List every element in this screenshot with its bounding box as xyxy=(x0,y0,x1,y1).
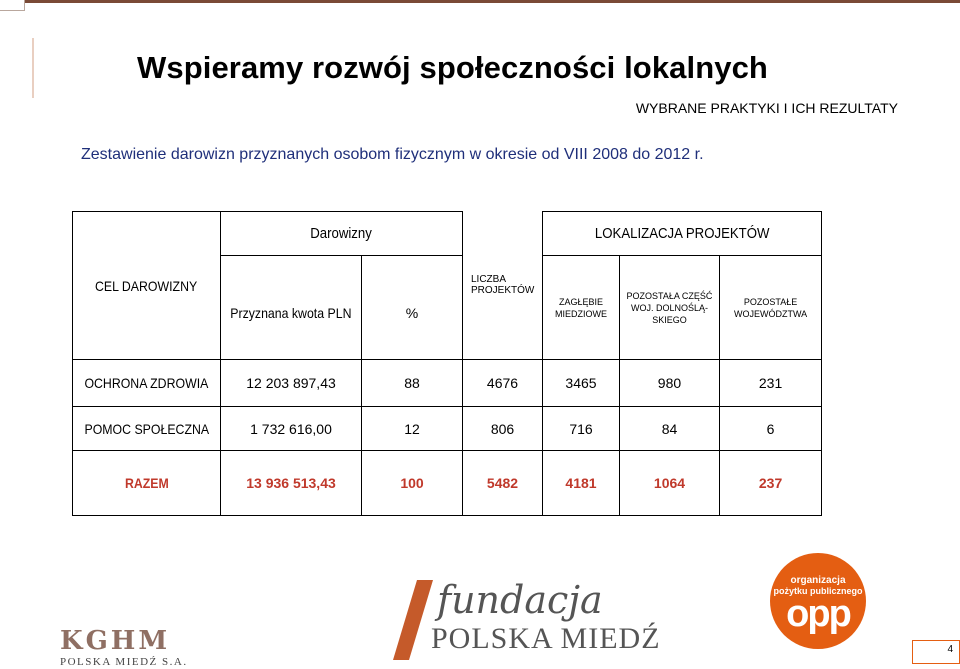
header-pct: % xyxy=(362,256,463,360)
corner-decoration xyxy=(0,0,25,11)
left-accent-line xyxy=(32,38,34,98)
header-group-darowizny: Darowizny xyxy=(221,212,463,256)
total-pozostale: 237 xyxy=(719,451,821,516)
row-pozostale: 6 xyxy=(719,407,821,451)
fundacja-logo: fundacja POLSKA MIEDŹ xyxy=(393,578,723,658)
row-pct: 12 xyxy=(362,407,463,451)
donations-table xyxy=(72,211,822,516)
row-dolnoslaskie: 980 xyxy=(619,360,719,407)
header-group-lokalizacja: LOKALIZACJA PROJEKTÓW xyxy=(543,212,822,256)
row-zaglebie: 3465 xyxy=(543,360,620,407)
table-row xyxy=(73,407,822,451)
kghm-logo: KGHM POLSKA MIEDŹ S.A. xyxy=(60,626,188,668)
row-dolnoslaskie: 84 xyxy=(619,407,719,451)
header-cel: CEL DAROWIZNY xyxy=(73,212,221,360)
row-kwota: 12 203 897,43 xyxy=(221,360,362,407)
row-liczba: 806 xyxy=(463,407,543,451)
row-liczba: 4676 xyxy=(463,360,543,407)
total-liczba: 5482 xyxy=(463,451,543,516)
row-zaglebie: 716 xyxy=(543,407,620,451)
total-pct: 100 xyxy=(362,451,463,516)
row-pct: 88 xyxy=(362,360,463,407)
total-row xyxy=(73,451,822,516)
row-pozostale: 231 xyxy=(719,360,821,407)
table-row xyxy=(73,360,822,407)
total-kwota: 13 936 513,43 xyxy=(221,451,362,516)
page-number: 4 xyxy=(947,644,953,655)
header-zaglebie: ZAGŁĘBIE MIEDZIOWE xyxy=(543,256,620,360)
row-label: OCHRONA ZDROWIA xyxy=(73,360,221,407)
top-border xyxy=(0,0,960,3)
header-dolnoslaskie: POZOSTAŁA CZĘŚĆ WOJ. DOLNOŚLĄ- SKIEGO xyxy=(619,256,719,360)
header-kwota: Przyznana kwota PLN xyxy=(221,256,362,360)
section-subtitle: WYBRANE PRAKTYKI I ICH REZULTATY xyxy=(635,100,898,116)
total-zaglebie: 4181 xyxy=(543,451,620,516)
page-title: Wspieramy rozwój społeczności lokalnych xyxy=(137,50,768,85)
fundacja-mark-icon xyxy=(393,580,433,660)
opp-logo: organizacja pożytku publicznego opp xyxy=(770,553,866,649)
header-pozostale: POZOSTAŁE WOJEWÓDZTWA xyxy=(719,256,821,360)
header-liczba: LICZBA PROJEKTÓW xyxy=(463,212,543,360)
table-caption: Zestawienie darowizn przyznanych osobom fizycznym w okresie od VIII 2008 do 2012 r. xyxy=(81,146,704,163)
total-dolnoslaskie: 1064 xyxy=(619,451,719,516)
total-label: RAZEM xyxy=(73,451,221,516)
page-number-box xyxy=(912,640,960,664)
row-kwota: 1 732 616,00 xyxy=(221,407,362,451)
row-label: POMOC SPOŁECZNA xyxy=(73,407,221,451)
